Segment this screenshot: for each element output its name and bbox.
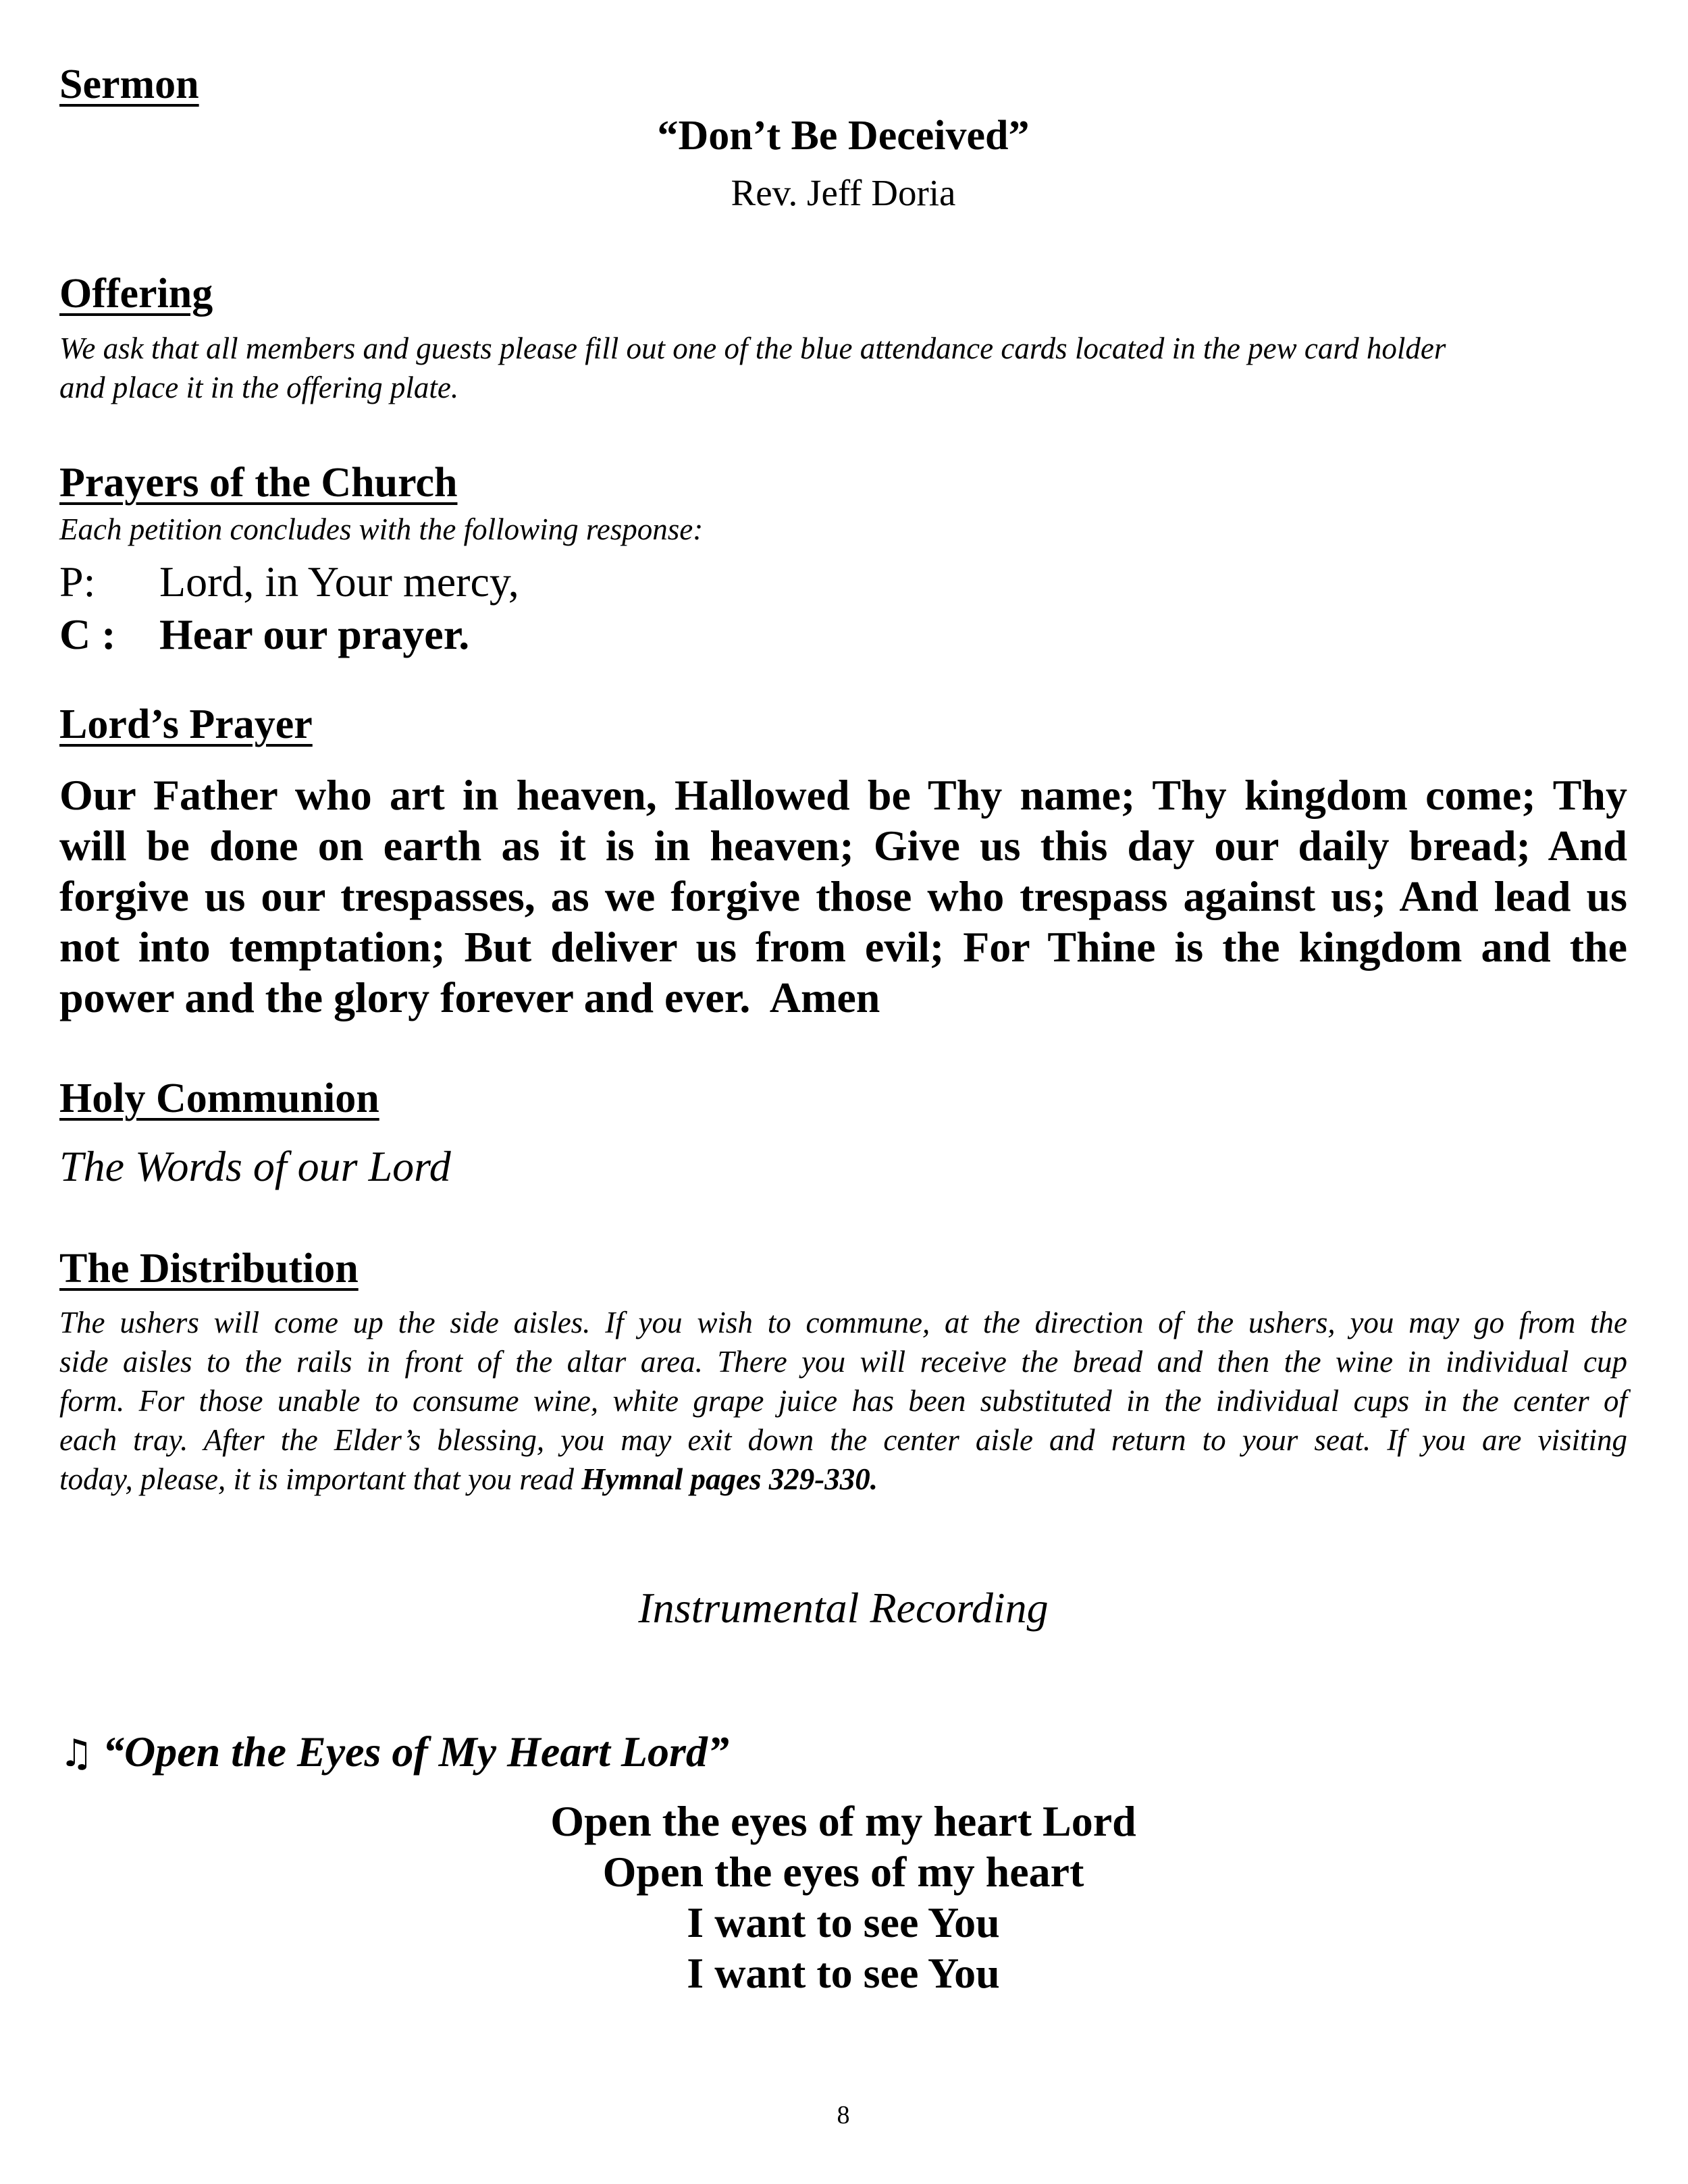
distribution-line: side aisles to the rails in front of the altar area. There you will receive the bread and then the wine in individual cup [59, 1345, 1627, 1379]
prayers-instruction: Each petition concludes with the following response: [59, 512, 704, 546]
lyric-line: I want to see You [687, 1949, 1000, 1997]
sermon-preacher: Rev. Jeff Doria [731, 172, 956, 213]
lyric-line: Open the eyes of my heart Lord [550, 1797, 1136, 1845]
pastor-label: P: [59, 558, 96, 606]
prayer-line: Our Father who art in heaven, Hallowed be Thy name; Thy kingdom come; Thy [59, 771, 1627, 819]
page-number: 8 [837, 2101, 850, 2129]
communion-heading: Holy Communion [59, 1075, 379, 1121]
distribution-line: The ushers will come up the side aisles. If you wish to commune, at the direction of the ushers, you may go from the [59, 1306, 1627, 1339]
congregation-label: C : [59, 610, 116, 658]
bulletin-page [59, 0, 1627, 2184]
song-lyrics [59, 1796, 1627, 1998]
lords-prayer-text [59, 770, 1627, 1023]
congregation-response [59, 610, 470, 658]
offering-heading: Offering [59, 271, 213, 317]
prayer-line: will be done on earth as it is in heaven; Give us this day our daily bread; And [59, 822, 1627, 870]
prayer-line: not into temptation; But deliver us from evil; For Thine is the kingdom and the [59, 923, 1627, 971]
prayer-line: forgive us our trespasses, as we forgive those who trespass against us; And lead us [59, 872, 1627, 920]
pastor-response [59, 560, 519, 604]
lyric-line: Open the eyes of my heart [602, 1848, 1084, 1896]
distribution-note [59, 1303, 1627, 1499]
congregation-text: Hear our prayer. [159, 610, 470, 658]
distribution-line [59, 1460, 1627, 1499]
sermon-title: “Don’t Be Deceived” [657, 113, 1030, 159]
distribution-last-text: today, please, it is important that you read [59, 1462, 582, 1496]
communion-subtitle: The Words of our Lord [59, 1142, 451, 1190]
prayers-heading: Prayers of the Church [59, 460, 458, 506]
lyric-line: I want to see You [687, 1898, 1000, 1946]
offering-note-line: and place it in the offering plate. [59, 371, 459, 404]
distribution-line: form. For those unable to consume wine, white grape juice has been substituted in the individual cups in the center of [59, 1384, 1627, 1418]
sermon-heading: Sermon [59, 61, 199, 107]
distribution-heading: The Distribution [59, 1246, 359, 1291]
song-title-row [59, 1730, 729, 1774]
song-title: “Open the Eyes of My Heart Lord” [103, 1728, 729, 1776]
music-note-icon: ♫ [59, 1732, 94, 1776]
lords-prayer-heading: Lord’s Prayer [59, 701, 313, 747]
distribution-line: each tray. After the Elder’s blessing, you may exit down the center aisle and return to your seat. If you are visiting [59, 1423, 1627, 1457]
hymnal-reference: Hymnal pages 329-330. [581, 1462, 878, 1496]
instrumental-label: Instrumental Recording [638, 1584, 1049, 1632]
prayer-line: power and the glory forever and ever. Amen [59, 974, 880, 1021]
offering-note-line: We ask that all members and guests please fill out one of the blue attendance cards located in the pew card holder [59, 331, 1446, 365]
pastor-text: Lord, in Your mercy, [159, 558, 519, 606]
